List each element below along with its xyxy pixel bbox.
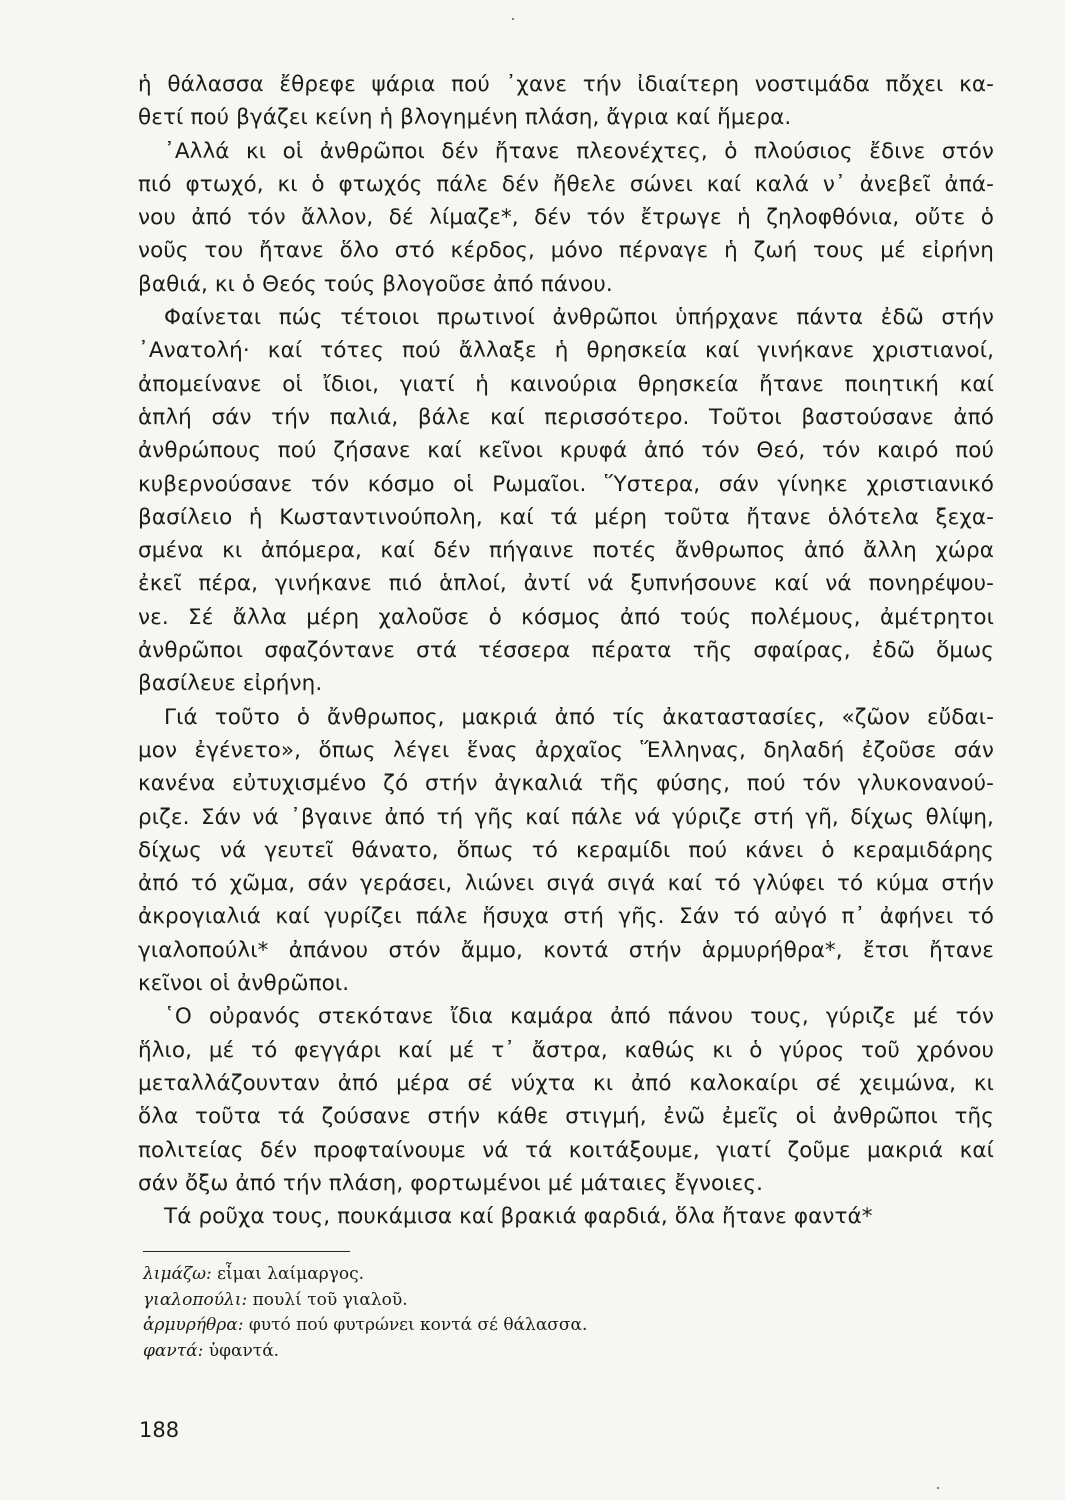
text-line: Φαίνεται πώς τέτοιοι πρωτινοί ἀνθρῶποι ὑπήρχανε πάντα ἐδῶ στήν	[164, 305, 994, 331]
footnote	[143, 1288, 843, 1314]
text-line: σμένα κι ἀπόμερα, καί δέν πήγαινε ποτές ἄνθρωπος ἀπό ἄλλη χώρα	[138, 538, 994, 564]
footnote-definition: εἶμαι λαίμαργος.	[211, 1264, 365, 1284]
text-line: Τά ροῦχα τους, πουκάμισα καί βρακιά φαρδιά, ὅλα ἤτανε φαντά*	[164, 1204, 873, 1230]
text-line: ἥλιο, μέ τό φεγγάρι καί μέ τ᾿ ἄστρα, καθώς κι ὁ γύρος τοῦ χρόνου	[138, 1037, 994, 1063]
text-line: ῾Ο οὐρανός στεκότανε ἴδια καμάρα ἀπό πάνου τους, γύριζε μέ τόν	[164, 1004, 994, 1030]
footnote-term: λιμάζω:	[143, 1264, 212, 1284]
text-line: ἀνθρῶποι σφαζόντανε στά τέσσερα πέρατα τῆς σφαίρας, ἐδῶ ὅμως	[138, 638, 994, 664]
text-line: ἀκρογιαλιά καί γυρίζει πάλε ἥσυχα στή γῆς. Σάν τό αὐγό π᾿ ἀφήνει τό	[138, 904, 994, 930]
text-line: ἀπό τό χῶμα, σάν γεράσει, λιώνει σιγά σιγά καί τό γλύφει τό κύμα στήν	[138, 871, 994, 897]
text-line: πιό φτωχό, κι ὁ φτωχός πάλε δέν ἤθελε σώνει καί καλά ν᾿ ἀνεβεῖ ἀπά-	[138, 171, 994, 197]
text-line: νε. Σέ ἄλλα μέρη χαλοῦσε ὁ κόσμος ἀπό τούς πολέμους, ἀμέτρητοι	[138, 604, 994, 630]
text-line: βασίλειο ἡ Κωσταντινούπολη, καί τά μέρη τοῦτα ἤτανε ὁλότελα ξεχα-	[138, 504, 994, 530]
body-text	[138, 68, 994, 1233]
page-number: 188	[139, 1418, 180, 1442]
footnote-definition: ὑφαντά.	[203, 1340, 280, 1361]
footnote-term: ἁρμυρήθρα:	[143, 1315, 244, 1335]
text-line: ὅλα τοῦτα τά ζούσανε στήν κάθε στιγμή, ἐνῶ ἐμεῖς οἱ ἀνθρῶποι τῆς	[138, 1104, 994, 1130]
text-line: ἐκεῖ πέρα, γινήκανε πιό ἁπλοί, ἀντί νά ξυπνήσουνε καί νά πονηρέψου-	[138, 571, 994, 597]
footnote	[143, 1262, 843, 1288]
text-line: σάν ὄξω ἀπό τήν πλάση, φορτωμένοι μέ μάταιες ἔγνοιες.	[138, 1170, 764, 1196]
footnote-definition: φυτό πού φυτρώνει κοντά σέ θάλασσα.	[243, 1315, 588, 1335]
text-line: ἀπομείνανε οἱ ἴδιοι, γιατί ἡ καινούρια θρησκεία ἤτανε ποιητική καί	[138, 371, 994, 397]
text-line: ᾿Ανατολή· καί τότες πού ἄλλαξε ἡ θρησκεία καί γινήκανε χριστιανοί,	[138, 338, 994, 364]
text-line: ἡ θάλασσα ἔθρεφε ψάρια πού ᾿χανε τήν ἰδιαίτερη νοστιμάδα πὄχει κα-	[138, 72, 994, 97]
text-line: πολιτείας δέν προφταίνουμε νά τά κοιτάξουμε, γιατί ζοῦμε μακριά καί	[138, 1137, 994, 1163]
text-line: κεῖνοι οἱ ἀνθρῶποι.	[138, 971, 350, 997]
text-line: ἀνθρώπους πού ζήσανε καί κεῖνοι κρυφά ἀπό τόν Θεό, τόν καιρό πού	[138, 438, 994, 464]
text-line: νου ἀπό τόν ἄλλον, δέ λίμαζε*, δέν τόν ἔτρωγε ἡ ζηλοφθόνια, οὔτε ὁ	[138, 205, 994, 231]
text-line: κανένα εὐτυχισμένο ζό στήν ἀγκαλιά τῆς φύσης, πού τόν γλυκονανού-	[138, 771, 994, 797]
text-line: δίχως νά γευτεῖ θάνατο, ὅπως τό κεραμίδι πού κάνει ὁ κεραμιδάρης	[138, 837, 994, 863]
footnotes	[143, 1262, 843, 1364]
text-line: μον ἐγένετο», ὅπως λέγει ἕνας ἀρχαῖος Ἕλληνας, δηλαδή ἐζοῦσε σάν	[138, 737, 994, 763]
text-line: ἁπλή σάν τήν παλιά, βάλε καί περισσότερο. Τοῦτοι βαστούσανε ἀπό	[138, 404, 994, 430]
text-line: νοῦς του ἤτανε ὅλο στό κέρδος, μόνο πέρναγε ἡ ζωή τους μέ εἰρήνη	[138, 238, 994, 264]
footnote	[143, 1313, 843, 1339]
text-line: κυβερνούσανε τόν κόσμο οἱ Ρωμαῖοι. Ὕστερα, σάν γίνηκε χριστιανικό	[138, 471, 994, 497]
text-line: μεταλλάζουνταν ἀπό μέρα σέ νύχτα κι ἀπό καλοκαίρι σέ χειμώνα, κι	[138, 1070, 994, 1096]
text-line: γιαλοπούλι* ἀπάνου στόν ἄμμο, κοντά στήν ἁρμυρήθρα*, ἔτσι ἤτανε	[138, 937, 994, 963]
footnote-rule	[143, 1251, 350, 1252]
text-line: ριζε. Σάν νά ᾿βγαινε ἀπό τή γῆς καί πάλε νά γύριζε στή γῆ, δίχως θλίψη,	[138, 804, 994, 830]
scan-speck	[937, 1487, 939, 1489]
footnote	[143, 1339, 843, 1365]
text-line: θετί πού βγάζει κείνη ἡ βλογημένη πλάση, ἄγρια καί ἥμερα.	[138, 105, 792, 131]
text-line: Γιά τοῦτο ὁ ἄνθρωπος, μακριά ἀπό τίς ἀκαταστασίες, «ζῶον εὔδαι-	[164, 704, 994, 730]
footnote-term: γιαλοπούλι:	[143, 1289, 248, 1310]
text-line: βαθιά, κι ὁ Θεός τούς βλογοῦσε ἀπό πάνου.	[138, 271, 613, 297]
scan-speck	[512, 18, 514, 20]
footnote-term: φαντά:	[143, 1340, 204, 1361]
text-line: ᾿Αλλά κι οἱ ἀνθρῶποι δέν ἤτανε πλεονέχτες, ὁ πλούσιος ἔδινε στόν	[164, 138, 994, 164]
text-line: βασίλευε εἰρήνη.	[138, 671, 323, 697]
footnote-definition: πουλί τοῦ γιαλοῦ.	[247, 1289, 408, 1310]
